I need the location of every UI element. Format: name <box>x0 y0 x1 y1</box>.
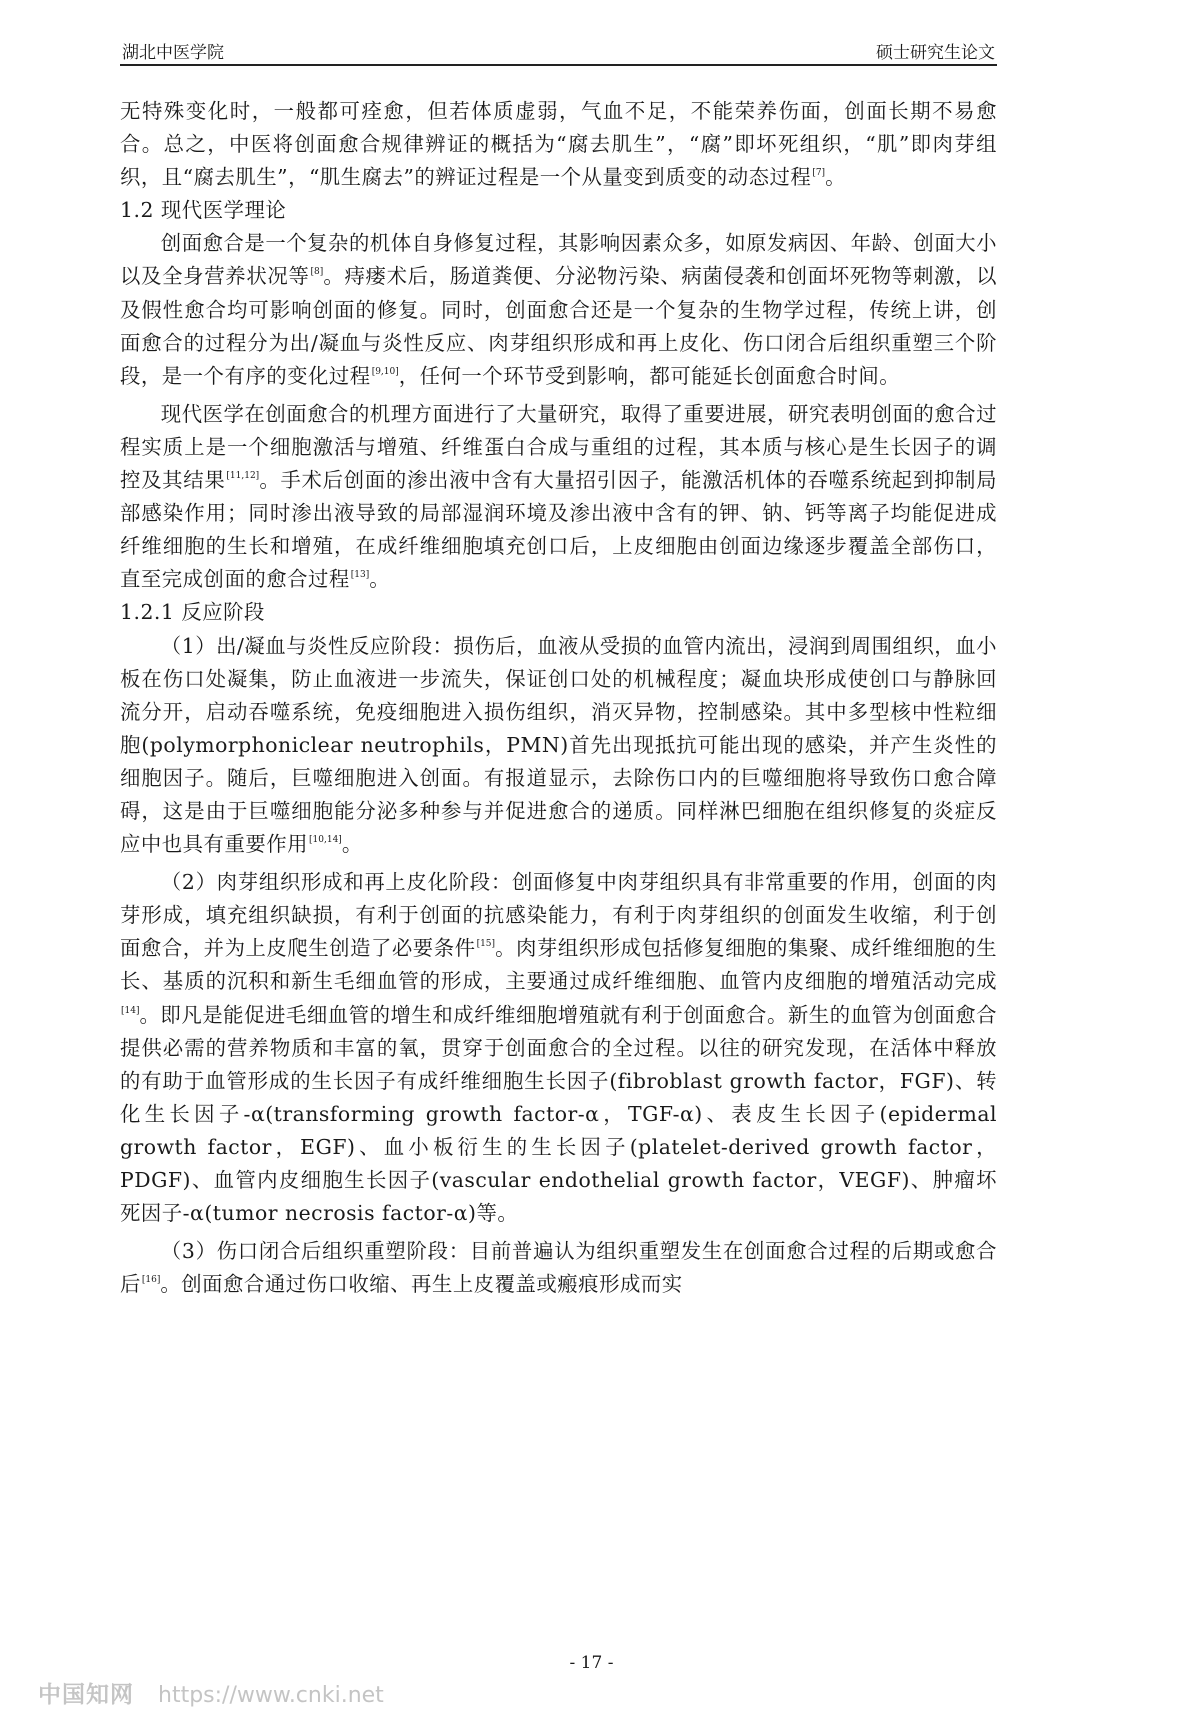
citation-8[interactable]: [8] <box>310 267 324 278</box>
cnki-watermark <box>38 1676 384 1709</box>
citation-9-10[interactable]: [9,10] <box>371 366 399 377</box>
cnki-logo: 中国知网 <box>38 1682 134 1708</box>
citation-13[interactable]: [13] <box>350 570 370 581</box>
paragraph-tcm-summary: 无特殊变化时，一般都可痊愈，但若体质虚弱，气血不足，不能荣养伤面，创面长期不易愈合。总之，中医将创面愈合规律辨证的概括为“腐去肌生”，“腐”即坏死组织，“肌”即肉芽组织，且“腐去肌生”，“肌生腐去”的辨证过程是一个从量变到质变的动态过程[7]。 <box>120 99 997 190</box>
page-number: - 17 - <box>569 1653 614 1673</box>
citation-16[interactable]: [16] <box>141 1275 161 1286</box>
section-heading-1-2-1: 1.2.1 反应阶段 <box>120 600 265 625</box>
header-institution: 湖北中医学院 <box>122 43 224 63</box>
paragraph-remodeling-stage: （3）伤口闭合后组织重塑阶段：目前普遍认为组织重塑发生在创面愈合过程的后期或愈合后[16]。创面愈合通过伤口收缩、再生上皮覆盖或瘢痕形成而实 <box>120 1239 997 1297</box>
header-document-type: 硕士研究生论文 <box>876 43 995 63</box>
citation-7[interactable]: [7] <box>812 168 826 179</box>
section-heading-1-2: 1.2 现代医学理论 <box>120 198 287 223</box>
citation-15[interactable]: [15] <box>476 939 496 950</box>
paragraph-inflammation-stage: （1）出/凝血与炎性反应阶段：损伤后，血液从受损的血管内流出，浸润到周围组织，血小板在伤口处凝集，防止血液进一步流失，保证创口处的机械程度；凝血块形成使创口与静脉回流分开，启动吞噬系统，免疫细胞进入损伤组织，消灭异物，控制感染。其中多型核中性粒细胞(polymorphoniclear neutrophils，PMN)首先出现抵抗可能出现的感染，并产生炎性的细胞因子。随后，巨噬细胞进入创面。有报道显示，去除伤口内的巨噬细胞将导致伤口愈合障碍，这是由于巨噬细胞能分泌多种参与并促进愈合的递质。同样淋巴细胞在组织修复的炎症反应中也具有重要作用[10,14]。 <box>120 633 997 857</box>
running-header <box>120 34 997 66</box>
page-body <box>120 95 997 1301</box>
citation-14[interactable]: [14] <box>121 1005 140 1016</box>
paragraph-granulation-stage: （2）肉芽组织形成和再上皮化阶段：创面修复中肉芽组织具有非常重要的作用，创面的肉芽形成，填充组织缺损，有利于创面的抗感染能力，有利于肉芽组织的创面发生收缩，利于创面愈合，并为上皮爬生创造了必要条件[15]。肉芽组织形成包括修复细胞的集聚、成纤维细胞的生长、基质的沉积和新生毛细血管的形成，主要通过成纤维细胞、血管内皮细胞的增殖活动完成[14]。即凡是能促进毛细血管的增生和成纤维细胞增殖就有利于创面愈合。新生的血管为创面愈合提供必需的营养物质和丰富的氧，贯穿于创面愈合的全过程。以往的研究发现，在活体中释放的有助于血管形成的生长因子有成纤维细胞生长因子(fibroblast growth factor，FGF)、转化生长因子-α(transforming growth factor-α，TGF-α)、表皮生长因子(epidermal growth factor，EGF)、血小板衍生的生长因子(platelet-derived growth factor，PDGF)、血管内皮细胞生长因子(vascular endothelial growth factor，VEGF)、肿瘤坏死因子-α(tumor necrosis factor-α)等。 <box>120 870 998 1226</box>
paragraph-modern-research: 现代医学在创面愈合的机理方面进行了大量研究，取得了重要进展，研究表明创面的愈合过程实质上是一个细胞激活与增殖、纤维蛋白合成与重组的过程，其本质与核心是生长因子的调控及其结果[11,12]。手术后创面的渗出液中含有大量招引因子，能激活机体的吞噬系统起到抑制局部感染作用；同时渗出液导致的局部湿润环境及渗出液中含有的钾、钠、钙等离子均能促进成纤维细胞的生长和增殖，在成纤维细胞填充创口后，上皮细胞由创面边缘逐步覆盖全部伤口，直至完成创面的愈合过程[13]。 <box>120 401 998 592</box>
watermark-url[interactable]: https://www.cnki.net <box>158 1683 384 1708</box>
paragraph-wound-healing-overview: 创面愈合是一个复杂的机体自身修复过程，其影响因素众多，如原发病因、年龄、创面大小以及全身营养状况等[8]。痔瘘术后，肠道粪便、分泌物污染、病菌侵袭和创面坏死物等刺激，以及假性愈合均可影响创面的修复。同时，创面愈合还是一个复杂的生物学过程，传统上讲，创面愈合的过程分为出/凝血与炎性反应、肉芽组织形成和再上皮化、伤口闭合后组织重塑三个阶段，是一个有序的变化过程[9,10]，任何一个环节受到影响，都可能延长创面愈合时间。 <box>120 231 998 388</box>
citation-11-12[interactable]: [11,12] <box>226 471 260 482</box>
citation-10-14[interactable]: [10,14] <box>309 835 342 846</box>
